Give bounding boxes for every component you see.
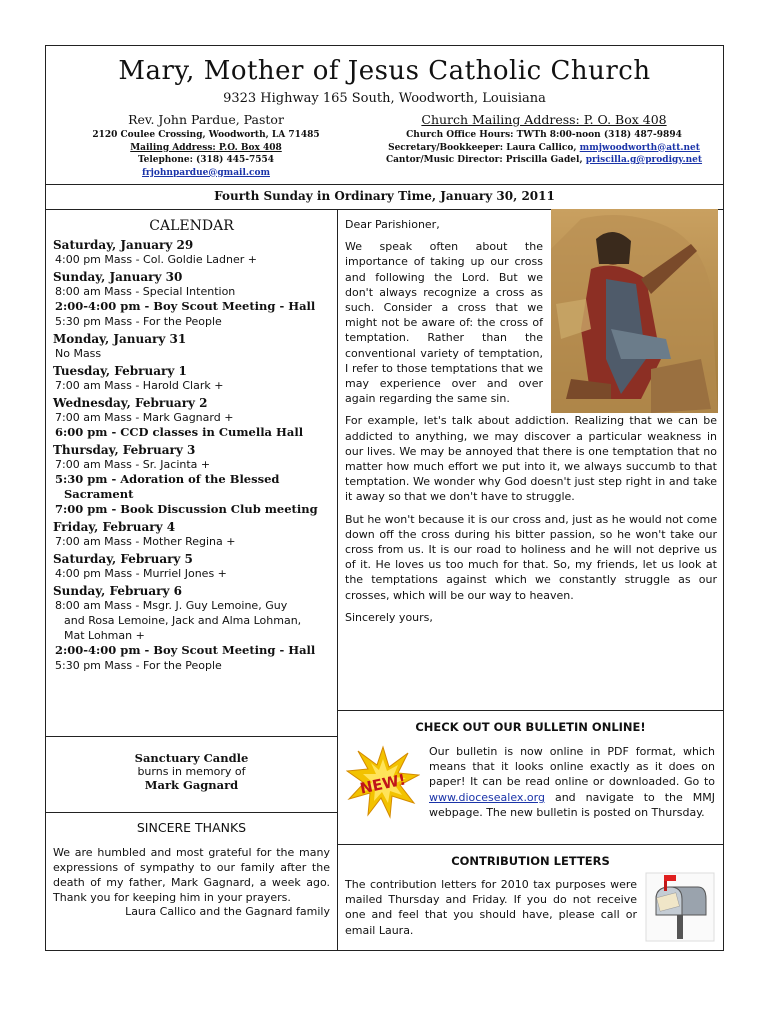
church-office-block [366, 112, 722, 167]
pastor-address: 2120 Coulee Crossing, Woodworth, LA 71485 [92, 130, 320, 140]
secretary-email-link[interactable]: mmjwoodworth@att.net [579, 142, 700, 153]
cantor-label: Cantor/Music Director: Priscilla Gadel, [385, 155, 586, 165]
contribution-title: CONTRIBUTION LETTERS [451, 854, 610, 868]
calendar-event: 5:30 pm - Adoration of the Blessed [55, 472, 280, 486]
calendar-event: 6:00 pm - CCD classes in Cumella Hall [55, 425, 304, 439]
church-address: 9323 Highway 165 South, Woodworth, Louisiana [223, 91, 546, 106]
secretary-line [366, 142, 722, 155]
letter-paragraph: But he won't because it is our cross and, just as he would not come down off the cross during his bitter passion, so he won't take our cross from us. It is our road to holiness and he will not deprive us of it. He loves us too much for that. So, my friends, let us look at the temptations against which we constantly struggle as our crosses, which will be our way to heaven. [345, 512, 717, 602]
calendar-event: Mat Lohman + [64, 629, 145, 642]
calendar-event: 2:00-4:00 pm - Boy Scout Meeting - Hall [55, 299, 316, 313]
calendar-event: 7:00 am Mass - Sr. Jacinta + [55, 458, 211, 471]
letter-paragraph: We speak often about the importance of taking up our cross and following the Lord. But we don't always recognize a cross as such. Consider a cross that we might not be aware of: the cross of temptation. Rather than the conventional variety of temptation, I refer to those temptations that we may experience over and over again regarding the same sin. [345, 240, 543, 406]
calendar-event: 7:00 am Mass - Mark Gagnard + [55, 411, 234, 424]
calendar-day-heading: Sunday, January 30 [53, 270, 183, 284]
masthead [46, 46, 723, 184]
letter-salutation: Dear Parishioner, [345, 218, 440, 231]
bulletin-online-section [338, 710, 723, 844]
candle-name: Mark Gagnard [144, 778, 239, 792]
thanks-signature: Laura Callico and the Gagnard family [125, 905, 330, 918]
pastor-telephone: Telephone: (318) 445-7554 [137, 155, 275, 165]
left-column [46, 209, 337, 760]
calendar-event: 8:00 am Mass - Special Intention [55, 285, 236, 298]
calendar-list [46, 238, 337, 760]
mailbox-icon [644, 871, 716, 943]
calendar-event: 5:30 pm Mass - For the People [55, 315, 222, 328]
new-badge-text: NEW! [358, 770, 408, 798]
pastor-mailing-label: Mailing Address: [130, 142, 216, 153]
online-title: CHECK OUT OUR BULLETIN ONLINE! [415, 720, 646, 734]
pastor-mailing [56, 142, 356, 155]
calendar-title: CALENDAR [149, 218, 234, 234]
online-body-text: Our bulletin is now online in PDF format, which means that it looks online exactly as it does on paper! It can be read online or downloaded. Go to [429, 745, 715, 789]
sincere-thanks [46, 812, 337, 950]
letter-paragraph: For example, let's talk about addiction. Realizing that we can be addicted to anything, we may discover a particular weakness in our lives. We may be annoyed that there is one temptation that no matter how much effort we put into it, we always succumb to that temptation. We wonder why God doesn't just step right in and take it away so that we don't have to struggle. [345, 414, 717, 504]
secretary-label: Secretary/Bookkeeper: Laura Callico, [388, 142, 580, 153]
calendar-day-heading: Wednesday, February 2 [53, 396, 208, 410]
calendar-event: 4:00 pm Mass - Col. Goldie Ladner + [55, 253, 257, 266]
church-title: Mary, Mother of Jesus Catholic Church [118, 56, 651, 86]
calendar-day-heading: Monday, January 31 [53, 332, 187, 346]
candle-subtitle: burns in memory of [137, 765, 246, 778]
cantor-line [366, 154, 722, 167]
bulletin-page [45, 45, 724, 951]
christ-painting-image [551, 209, 718, 413]
calendar-day-heading: Tuesday, February 1 [53, 364, 187, 378]
letter-closing: Sincerely yours, [345, 610, 433, 624]
calendar-day-heading: Saturday, January 29 [53, 238, 194, 252]
pastor-mailing-value: P.O. Box 408 [215, 142, 282, 153]
calendar-event: 4:00 pm Mass - Murriel Jones + [55, 567, 227, 580]
online-body [429, 744, 715, 820]
calendar-day-heading: Thursday, February 3 [53, 443, 196, 457]
calendar-event: 8:00 am Mass - Msgr. J. Guy Lemoine, Guy [55, 599, 288, 612]
pastor-block [56, 112, 356, 179]
church-mailing: Church Mailing Address: P. O. Box 408 [421, 112, 667, 127]
pastor-email-link[interactable]: frjohnpardue@gmail.com [141, 167, 270, 178]
contribution-letters-section [338, 844, 723, 950]
divider [46, 184, 723, 185]
calendar-day-heading: Friday, February 4 [53, 520, 176, 534]
thanks-body: We are humbled and most grateful for the many expressions of sympathy to our family after the death of my father, Mark Gagnard, a week ago. Thank you for keeping him in your prayers. [53, 846, 330, 904]
candle-title: Sanctuary Candle [134, 751, 249, 765]
calendar-event: Sacrament [64, 487, 134, 501]
calendar-event: and Rosa Lemoine, Jack and Alma Lohman, [64, 614, 302, 627]
contribution-body: The contribution letters for 2010 tax purposes were mailed Thursday and Friday. If you do not receive one and feel that you should have, please call or email Laura. [345, 878, 637, 937]
sanctuary-candle [46, 736, 337, 812]
calendar-event: 7:00 pm - Book Discussion Club meeting [55, 502, 318, 516]
calendar-day-heading: Saturday, February 5 [53, 552, 193, 566]
sunday-heading: Fourth Sunday in Ordinary Time, January 30, 2011 [214, 189, 555, 203]
thanks-title: SINCERE THANKS [136, 820, 247, 835]
calendar-event: 2:00-4:00 pm - Boy Scout Meeting - Hall [55, 643, 316, 657]
calendar-event: No Mass [55, 347, 102, 360]
calendar-event: 7:00 am Mass - Mother Regina + [55, 535, 236, 548]
new-badge-icon [346, 745, 420, 819]
calendar-event: 7:00 am Mass - Harold Clark + [55, 379, 224, 392]
online-body-text: and navigate to the MMJ webpage. The new bulletin is posted on Thursday. [429, 790, 715, 819]
cantor-email-link[interactable]: priscilla.g@prodigy.net [585, 155, 703, 165]
calendar-event: 5:30 pm Mass - For the People [55, 659, 222, 672]
diocese-website-link[interactable]: www.diocesealex.org [429, 790, 545, 804]
office-hours: Church Office Hours: TWTh 8:00-noon (318) 487-9894 [406, 130, 682, 140]
calendar-day-heading: Sunday, February 6 [53, 584, 182, 598]
pastor-name: Rev. John Pardue, Pastor [128, 112, 284, 127]
